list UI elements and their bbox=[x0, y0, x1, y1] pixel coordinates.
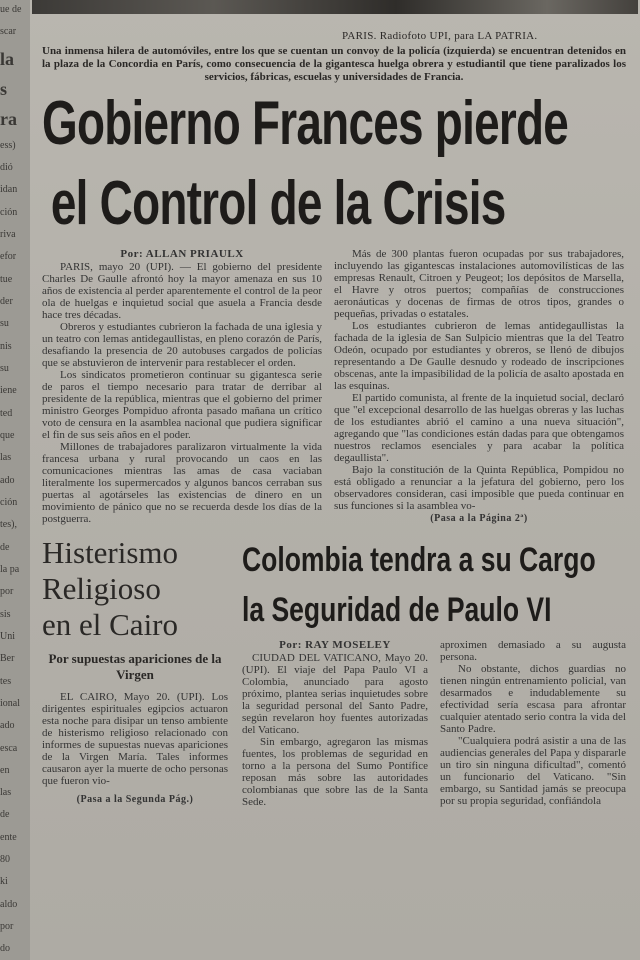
fragment-text: ado bbox=[0, 474, 15, 486]
paragraph: aproximen demasiado a su augusta persona. bbox=[440, 639, 626, 663]
vatican-column-1 bbox=[242, 639, 428, 808]
paragraph: CIUDAD DEL VATICANO, Mayo 20. (UPI). El viaje del Papa Paulo VI a Colombia, anunciado para agosto próximo, plantea serias inquietudes sobre la seguridad personal del Santo Padre, según revelaron hoy fuentes autorizadas del Vaticano. bbox=[242, 652, 428, 736]
fragment-text: ado bbox=[0, 720, 15, 732]
fragment-text: las bbox=[0, 452, 12, 464]
fragment-text: por bbox=[0, 921, 14, 933]
newspaper-page bbox=[30, 0, 640, 960]
news-photo bbox=[32, 0, 638, 14]
fragment-text: la pa bbox=[0, 563, 20, 575]
main-headline-line2: el Control de la Crisis bbox=[50, 169, 506, 238]
fragment-text: ki bbox=[0, 876, 8, 888]
fragment-text: 80 bbox=[0, 854, 10, 866]
fragment-text: idan bbox=[0, 184, 18, 196]
main-headline-line1: Gobierno Frances pierde bbox=[42, 89, 569, 158]
cairo-headline bbox=[42, 535, 228, 643]
fragment-text: s bbox=[0, 78, 8, 99]
vatican-column-2 bbox=[440, 639, 626, 808]
vatican-columns bbox=[242, 639, 626, 808]
fragment-text: tue bbox=[0, 273, 13, 285]
fragment-text: Ber bbox=[0, 653, 15, 665]
vatican-headline-line2: la Seguridad de Paulo VI bbox=[242, 591, 552, 629]
cairo-headline-line: Religioso bbox=[42, 571, 161, 606]
paragraph: El partido comunista, al frente de la inquietud social, declaró que "el excepcional desarrollo de las huelgas obreras y las luchas de los estudiantes abrió el camino a una nueva situación", agregando que "las condiciones están dadas para que obtengamos nuestros reclamos esenciales y para acabar la política degaullista". bbox=[334, 392, 624, 464]
fragment-text: en bbox=[0, 764, 10, 776]
paragraph: PARIS, mayo 20 (UPI). — El gobierno del presidente Charles De Gaulle afrontó hoy la mayor amenaza en sus 10 años de existencia al perder aparentemente el control de la peor ola de huelgas e inquietud social que asuela a Francia desde hace tres décadas. bbox=[42, 261, 322, 321]
fragment-text: scar bbox=[0, 26, 17, 38]
photo-credit: PARIS. Radiofoto UPI, para LA PATRIA. bbox=[342, 30, 538, 42]
vatican-byline: Por: RAY MOSELEY bbox=[279, 639, 391, 651]
fragment-text: de bbox=[0, 809, 10, 821]
fragment-text: ue de bbox=[0, 4, 22, 15]
fragment-text: ción bbox=[0, 496, 18, 508]
fragment-text: do bbox=[0, 943, 10, 955]
fragment-text: nis bbox=[0, 340, 12, 352]
cairo-continued: (Pasa a la Segunda Pág.) bbox=[76, 794, 194, 805]
continued-note: (Pasa a la Página 2ª) bbox=[430, 513, 528, 524]
paragraph: No obstante, dichos guardias no tienen ningún entrenamiento policial, van desarmados e indudablemente su efectividad sería escasa para afrontar cualquier atentado serio contra la vida del Santo Padre. bbox=[440, 663, 626, 735]
fragment-text: de bbox=[0, 541, 10, 553]
photo-caption: Una inmensa hilera de automóviles, entre los que se cuentan un convoy de la policía (izquierda) se encuentran detenidos en la plaza de la Concordia en París, como consecuencia de la gigantesca huelga obrera y estudiantil que tiene paralizados los servicios, fábricas, escuelas y universidades de Francia. bbox=[42, 45, 626, 83]
fragment-text: ción bbox=[0, 206, 18, 218]
cairo-article bbox=[42, 535, 228, 808]
main-article bbox=[42, 248, 626, 525]
fragment-text: riva bbox=[0, 228, 16, 240]
cairo-subhead: Por supuestas apariciones de la Virgen bbox=[48, 651, 222, 682]
vatican-article bbox=[242, 535, 626, 808]
main-article-left-column bbox=[42, 248, 322, 525]
fragment-text: ess) bbox=[0, 139, 16, 151]
paragraph: Los sindicatos prometieron continuar su gigantesca serie de paros el tiempo necesario para tratar de derribar al presidente de la república, mientras que el gobierno del primer ministro Georges Pompiduo afronta pasado mañana un crítico voto de censura en la asamblea nacional que pudiera significar el fin de sus seis años en el poder. bbox=[42, 369, 322, 441]
fragment-text: ted bbox=[0, 407, 13, 419]
paragraph: Obreros y estudiantes cubrieron la fachada de una iglesia y un teatro con lemas antidegaullistas, en pleno corazón de París, desafiando la presencia de 20 autobuses cargados de policías que se abstuvieron de intervenir para restablecer el orden. bbox=[42, 321, 322, 369]
fragment-text: por bbox=[0, 586, 14, 598]
cairo-headline-line: en el Cairo bbox=[42, 607, 179, 642]
cairo-body bbox=[42, 691, 228, 806]
lower-section bbox=[42, 535, 626, 808]
fragment-text: iene bbox=[0, 385, 17, 397]
fragment-text: aldo bbox=[0, 898, 18, 910]
fragment-text: las bbox=[0, 787, 12, 799]
main-byline: Por: ALLAN PRIAULX bbox=[120, 248, 244, 260]
fragment-text: la bbox=[0, 48, 15, 69]
adjacent-column-fragments bbox=[0, 0, 30, 960]
fragment-text: sis bbox=[0, 608, 11, 620]
fragment-text: tes), bbox=[0, 519, 17, 531]
fragment-text: esca bbox=[0, 742, 18, 754]
fragment-text: der bbox=[0, 295, 13, 307]
paragraph: Bajo la constitución de la Quinta República, Pompidou no está obligado a renunciar a la jefatura del gobierno, pero los observadores consideran, casi imposible que pueda continuar en sus funciones si la asamblea vo- bbox=[334, 464, 624, 512]
fragment-text: ional bbox=[0, 697, 20, 709]
paragraph: Millones de trabajadores paralizaron virtualmente la vida francesa urbana y rural provocando un caos en las comunicaciones mientras las amas de casa vaciaban literalmente los supermercados y algunos bancos cerraban sus puertas al agotárseles las existencias de dinero en un movimiento de pánico que no se recuerda desde los días de la postguerra. bbox=[42, 441, 322, 525]
fragment-text: Uni bbox=[0, 630, 15, 642]
main-article-right-column bbox=[334, 248, 624, 525]
fragment-text: ra bbox=[0, 109, 17, 130]
fragment-text: su bbox=[0, 362, 9, 374]
paragraph: "Cualquiera podrá asistir a una de las audiencias generales del Papa y dispararle un tiro sin ninguna dificultad", comentó un funcionario del Vaticano. "Sin embargo, su Santidad jamás se preocupa por su propia seguridad, confiándola bbox=[440, 735, 626, 807]
paragraph: Los estudiantes cubrieron de lemas antidegaullistas la fachada de la iglesia de San Sulpicio mientras que la del Teatro Odeón, ocupado por estudiantes y obreros, se llenó de dibujos representando a De Gaulle desnudo y rodeado de inscripciones obscenas, ante la impasibilidad de la policía de asalto apostada en las esquinas. bbox=[334, 320, 624, 392]
fragment-text: su bbox=[0, 318, 9, 330]
fragment-text: dió bbox=[0, 161, 13, 173]
paragraph: EL CAIRO, Mayo 20. (UPI). Los dirigentes espirituales egipcios actuaron esta noche para disipar un tenso ambiente de histerismo religioso relacionado con informes de supuestas nuevas apariciones de la Virgen María. Tales informes causaron ayer la muerte de ocho personas que fueron vio- bbox=[42, 691, 228, 787]
fragment-text: tes bbox=[0, 675, 12, 687]
paragraph: Sin embargo, agregaron las mismas fuentes, los problemas de seguridad en torno a la persona del Sumo Pontífice reposan más sobre las autoridades colombianas que sobre las de la Santa Sede. bbox=[242, 736, 428, 808]
fragment-text: ente bbox=[0, 831, 17, 843]
fragment-text: efor bbox=[0, 251, 17, 263]
cairo-headline-line: Histerismo bbox=[42, 535, 179, 570]
fragment-text: que bbox=[0, 429, 15, 441]
vatican-headline-line1: Colombia tendra a su Cargo bbox=[242, 541, 596, 579]
paragraph: Más de 300 plantas fueron ocupadas por sus trabajadores, incluyendo las gigantescas instalaciones automovilísticas de las empresas Renault, Citroen y Peugeot; los depósitos de Marsella, el Havre y otros puertos; compañías de construcciones aeronáuticas y docenas de firmas de otros tipos, grandes o pequeñas, privadas o estatales. bbox=[334, 248, 624, 320]
